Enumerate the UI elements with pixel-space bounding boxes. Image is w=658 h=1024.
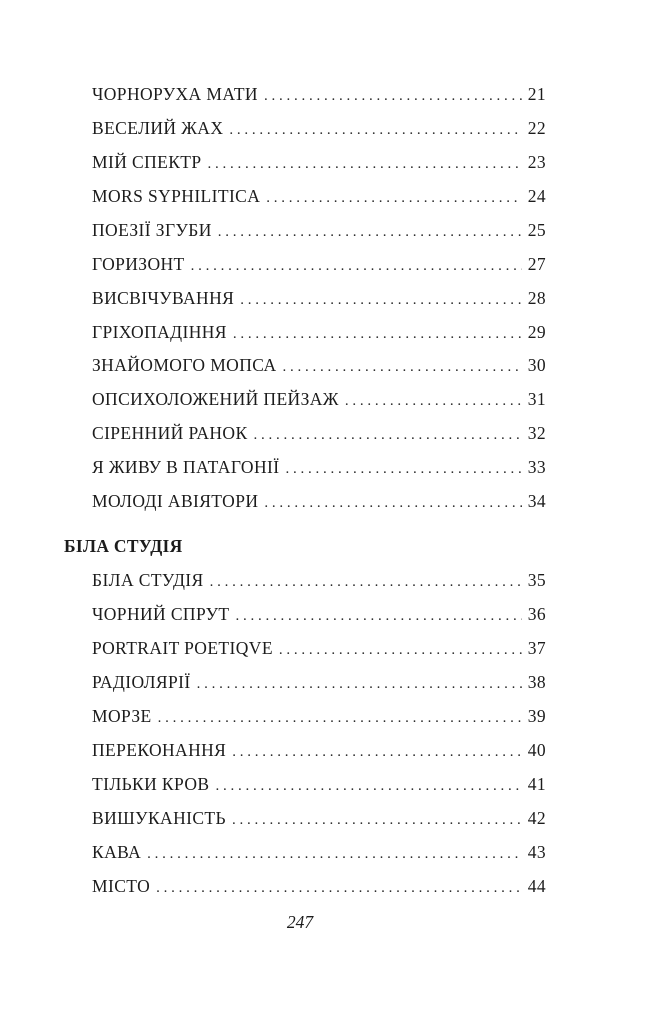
- toc-entry-title: РАДІОЛЯРІЇ: [92, 672, 191, 692]
- toc-entry-page: 41: [527, 774, 546, 794]
- toc-entry-title: ЧОРНИЙ СПРУТ: [92, 604, 230, 624]
- toc-entry-title: МОРЗЕ: [92, 706, 152, 726]
- toc-entry-title: ПЕРЕКОНАННЯ: [92, 740, 227, 760]
- toc-entry: [92, 638, 546, 664]
- toc-entry: [92, 322, 546, 348]
- toc-entry-title: ЧОРНОРУХА МАТИ: [92, 84, 258, 104]
- toc-entry: [92, 288, 546, 314]
- toc-entry-title: ВИСВІЧУВАННЯ: [92, 288, 235, 308]
- toc-entry-page: 21: [527, 84, 546, 104]
- toc-entry-title: МІСТО: [92, 876, 151, 896]
- toc-entry-page: 39: [527, 706, 546, 726]
- toc-entry-title: MORS SYPHILITICA: [92, 186, 261, 206]
- toc-entry-page: 24: [527, 186, 546, 206]
- toc-entry-page: 38: [527, 672, 546, 692]
- toc-entry-title: PORTRAIT POETIQVE: [92, 638, 273, 658]
- toc-entry: [92, 672, 546, 698]
- dot-leader: [218, 224, 522, 241]
- toc-entry-page: 30: [527, 355, 546, 375]
- toc-entry-title: ВЕСЕЛИЙ ЖАХ: [92, 118, 224, 138]
- toc-entry-title: СІРЕННИЙ РАНОК: [92, 423, 248, 443]
- toc-entry-title: ЗНАЙОМОГО МОПСА: [92, 355, 277, 375]
- toc-entry: [92, 457, 546, 483]
- toc-entry: [92, 842, 546, 868]
- dot-leader: [215, 778, 521, 795]
- toc-entry-title: ГРІХОПАДІННЯ: [92, 322, 227, 342]
- toc-entry-title: ВИШУКАНІСТЬ: [92, 808, 226, 828]
- dot-leader: [197, 676, 522, 693]
- toc-entry-page: 31: [527, 389, 546, 409]
- dot-leader: [208, 156, 522, 173]
- dot-leader: [345, 393, 522, 410]
- dot-leader: [210, 574, 522, 591]
- dot-leader: [191, 258, 522, 275]
- dot-leader: [232, 744, 521, 761]
- toc-entry: [92, 84, 546, 110]
- dot-leader: [240, 292, 521, 309]
- toc-entry-page: 33: [527, 457, 546, 477]
- toc-entry-page: 25: [527, 220, 546, 240]
- toc-entry-page: 22: [527, 118, 546, 138]
- toc-entry-page: 27: [527, 254, 546, 274]
- toc-entry: [92, 118, 546, 144]
- section-heading: БІЛА СТУДІЯ: [64, 536, 183, 556]
- toc-entry-title: МОЛОДІ АВІЯТОРИ: [92, 491, 259, 511]
- toc-entry-title: ОПСИХОЛОЖЕНИЙ ПЕЙЗАЖ: [92, 389, 339, 409]
- toc-entry-page: 29: [527, 322, 546, 342]
- toc-entry-title: БІЛА СТУДІЯ: [92, 570, 204, 590]
- toc-entry: [92, 254, 546, 280]
- toc-entry-page: 28: [527, 288, 546, 308]
- toc-entry: [92, 152, 546, 178]
- toc-entry: [92, 491, 546, 517]
- dot-leader: [254, 427, 522, 444]
- toc-entry: [92, 220, 546, 246]
- toc-entry-page: 44: [527, 876, 546, 896]
- dot-leader: [158, 710, 522, 727]
- toc-entry-page: 43: [527, 842, 546, 862]
- toc-entry-page: 35: [527, 570, 546, 590]
- toc-entry-page: 34: [527, 491, 546, 511]
- dot-leader: [279, 642, 522, 659]
- toc-entry: [92, 355, 546, 381]
- toc-entry-page: 36: [527, 604, 546, 624]
- toc-entry-page: 37: [527, 638, 546, 658]
- dot-leader: [264, 495, 521, 512]
- toc-entry: [92, 774, 546, 800]
- toc-entry-title: МІЙ СПЕКТР: [92, 152, 202, 172]
- dot-leader: [264, 88, 522, 105]
- dot-leader: [156, 880, 522, 897]
- toc-entry-title: ТІЛЬКИ КРОВ: [92, 774, 210, 794]
- toc-entry-page: 40: [527, 740, 546, 760]
- page-number: 247: [286, 912, 314, 932]
- toc-entry-title: ГОРИЗОНТ: [92, 254, 185, 274]
- dot-leader: [283, 359, 522, 376]
- dot-leader: [232, 812, 522, 829]
- dot-leader: [285, 461, 521, 478]
- toc-entry: [92, 604, 546, 630]
- dot-leader: [229, 122, 521, 139]
- toc-entry: [92, 706, 546, 732]
- toc-entry: [92, 808, 546, 834]
- toc-entry: [92, 389, 546, 415]
- toc-entry: [92, 423, 546, 449]
- dot-leader: [236, 608, 522, 625]
- toc-entry-title: КАВА: [92, 842, 142, 862]
- toc-entry: [92, 876, 546, 902]
- dot-leader: [266, 190, 521, 207]
- dot-leader: [233, 326, 522, 343]
- toc-entry-page: 42: [527, 808, 546, 828]
- toc-entry-title: Я ЖИВУ В ПАТАГОНІЇ: [92, 457, 280, 477]
- toc-entry-page: 32: [527, 423, 546, 443]
- toc-entry: [92, 570, 546, 596]
- toc-entry: [92, 740, 546, 766]
- toc-entry: [92, 186, 546, 212]
- dot-leader: [147, 846, 522, 863]
- toc-entry-page: 23: [527, 152, 546, 172]
- toc-entry-title: ПОЕЗІЇ ЗГУБИ: [92, 220, 212, 240]
